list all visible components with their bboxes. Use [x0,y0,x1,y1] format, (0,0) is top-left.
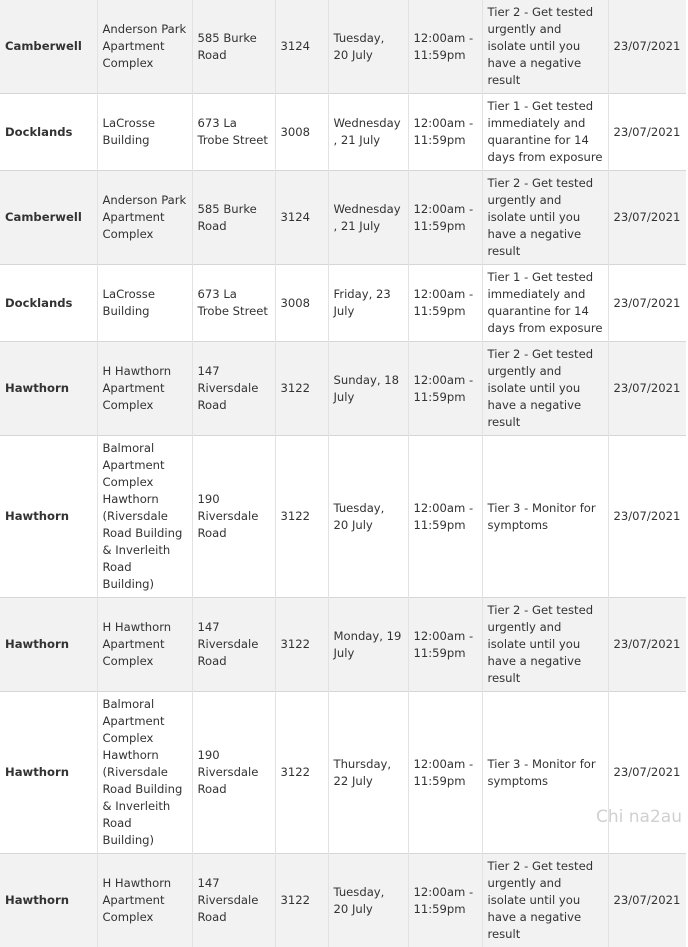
time-cell: 12:00am - 11:59pm [408,854,482,947]
address-cell: 147 Riversdale Road [192,342,275,436]
time-cell: 12:00am - 11:59pm [408,342,482,436]
table-row [0,171,686,265]
time-cell: 12:00am - 11:59pm [408,598,482,692]
table-row [0,598,686,692]
suburb-cell: Docklands [0,265,97,342]
health-advice-cell: Tier 3 - Monitor for symptoms [482,692,608,854]
table-row [0,342,686,436]
suburb-cell: Camberwell [0,0,97,94]
date-cell: Tuesday, 20 July [328,0,408,94]
watermark-text: Chi na2au [596,807,682,827]
postcode-cell: 3008 [275,265,328,342]
site-cell: Anderson Park Apartment Complex [97,0,192,94]
address-cell: 190 Riversdale Road [192,692,275,854]
health-advice-cell: Tier 2 - Get tested urgently and isolate until you have a negative result [482,598,608,692]
suburb-cell: Hawthorn [0,598,97,692]
added-date-cell: 23/07/2021 [608,436,686,598]
postcode-cell: 3124 [275,0,328,94]
suburb-cell: Docklands [0,94,97,171]
address-cell: 585 Burke Road [192,171,275,265]
table-row [0,692,686,854]
postcode-cell: 3122 [275,342,328,436]
time-cell: 12:00am - 11:59pm [408,265,482,342]
table-row [0,436,686,598]
site-cell: Balmoral Apartment Complex Hawthorn (Riversdale Road Building & Inverleith Road Building) [97,692,192,854]
site-cell: H Hawthorn Apartment Complex [97,854,192,947]
address-cell: 190 Riversdale Road [192,436,275,598]
site-cell: LaCrosse Building [97,265,192,342]
date-cell: Wednesday, 21 July [328,94,408,171]
health-advice-cell: Tier 1 - Get tested immediately and quarantine for 14 days from exposure [482,265,608,342]
postcode-cell: 3122 [275,692,328,854]
table-row [0,0,686,94]
added-date-cell: 23/07/2021 [608,94,686,171]
table-row [0,265,686,342]
time-cell: 12:00am - 11:59pm [408,0,482,94]
postcode-cell: 3008 [275,94,328,171]
health-advice-cell: Tier 3 - Monitor for symptoms [482,436,608,598]
health-advice-cell: Tier 2 - Get tested urgently and isolate until you have a negative result [482,854,608,947]
table-row [0,94,686,171]
site-cell: LaCrosse Building [97,94,192,171]
date-cell: Tuesday, 20 July [328,854,408,947]
date-cell: Monday, 19 July [328,598,408,692]
suburb-cell: Hawthorn [0,436,97,598]
time-cell: 12:00am - 11:59pm [408,94,482,171]
health-advice-cell: Tier 2 - Get tested urgently and isolate until you have a negative result [482,171,608,265]
added-date-cell: 23/07/2021 [608,171,686,265]
health-advice-cell: Tier 1 - Get tested immediately and quarantine for 14 days from exposure [482,94,608,171]
postcode-cell: 3122 [275,598,328,692]
date-cell: Wednesday, 21 July [328,171,408,265]
health-advice-cell: Tier 2 - Get tested urgently and isolate until you have a negative result [482,342,608,436]
added-date-cell: 23/07/2021 [608,598,686,692]
table-row [0,854,686,947]
added-date-cell: 23/07/2021 [608,692,686,854]
date-cell: Friday, 23 July [328,265,408,342]
date-cell: Sunday, 18 July [328,342,408,436]
suburb-cell: Hawthorn [0,342,97,436]
added-date-cell: 23/07/2021 [608,265,686,342]
added-date-cell: 23/07/2021 [608,0,686,94]
suburb-cell: Hawthorn [0,854,97,947]
address-cell: 673 La Trobe Street [192,94,275,171]
date-cell: Thursday, 22 July [328,692,408,854]
suburb-cell: Camberwell [0,171,97,265]
site-cell: H Hawthorn Apartment Complex [97,598,192,692]
time-cell: 12:00am - 11:59pm [408,692,482,854]
site-cell: Anderson Park Apartment Complex [97,171,192,265]
address-cell: 147 Riversdale Road [192,854,275,947]
address-cell: 585 Burke Road [192,0,275,94]
site-cell: H Hawthorn Apartment Complex [97,342,192,436]
site-cell: Balmoral Apartment Complex Hawthorn (Riversdale Road Building & Inverleith Road Building) [97,436,192,598]
address-cell: 147 Riversdale Road [192,598,275,692]
time-cell: 12:00am - 11:59pm [408,171,482,265]
added-date-cell: 23/07/2021 [608,342,686,436]
added-date-cell: 23/07/2021 [608,854,686,947]
postcode-cell: 3122 [275,854,328,947]
time-cell: 12:00am - 11:59pm [408,436,482,598]
health-advice-cell: Tier 2 - Get tested urgently and isolate until you have a negative result [482,0,608,94]
date-cell: Tuesday, 20 July [328,436,408,598]
postcode-cell: 3122 [275,436,328,598]
address-cell: 673 La Trobe Street [192,265,275,342]
postcode-cell: 3124 [275,171,328,265]
suburb-cell: Hawthorn [0,692,97,854]
